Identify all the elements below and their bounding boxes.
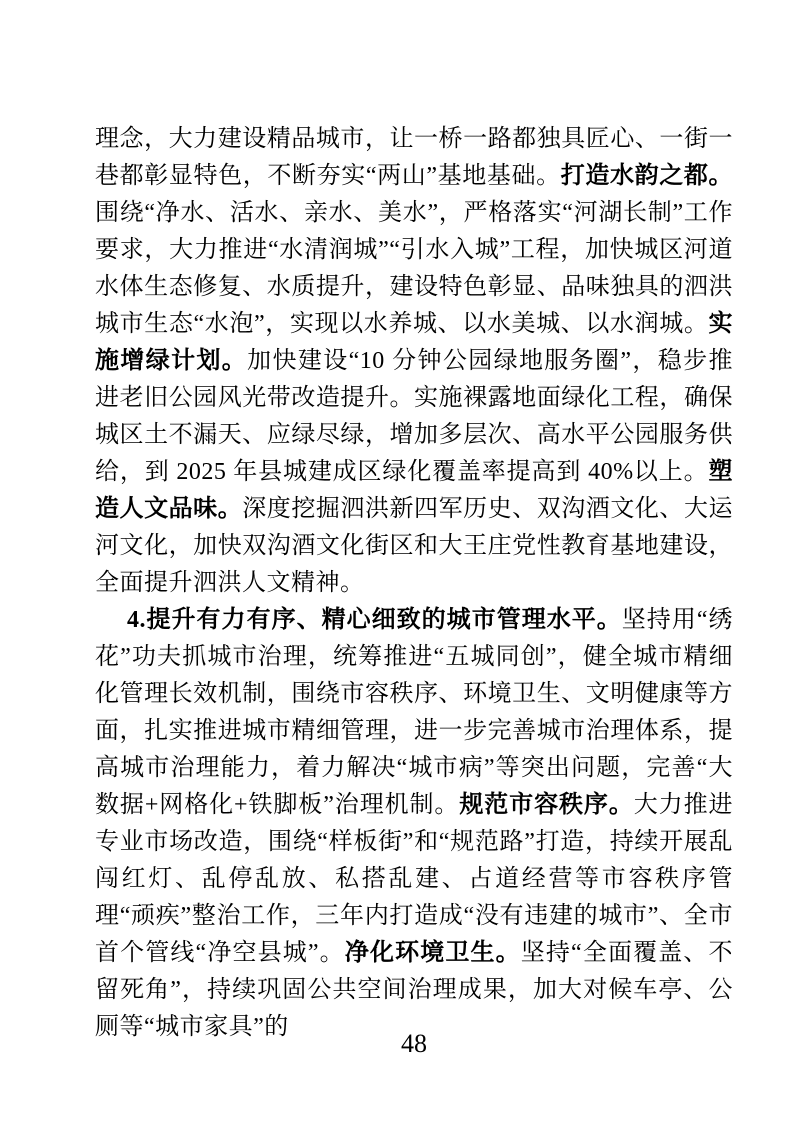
text-run: 理念，大力建设精品城市，让一桥一路都独具匠心、一街一巷都彰显特色，不断夯实“两山”基地基础。 [95, 126, 733, 189]
paragraph [95, 602, 733, 1046]
text-run: 大力推进专业市场改造，围绕“样板街”和“规范路”打造，持续开展乱闯红灯、乱停乱放、私搭乱建、占道经营等市容秩序管理“顽疾”整治工作，三年内打造成“没有违建的城市”、全市首个管线“净空县城”。 [95, 792, 734, 966]
emphasis-run: 塑造人文品味。 [95, 459, 733, 522]
emphasis-run: 打造水韵之都。 [560, 163, 734, 189]
emphasis-run: 实施增绿计划。 [95, 311, 733, 374]
text-run: 深度挖掘泗洪新四军历史、双沟酒文化、大运河文化，加快双沟酒文化街区和大王庄党性教育基地建设，全面提升泗洪人文精神。 [95, 496, 734, 596]
emphasis-run: 4.提升有力有序、精心细致的城市管理水平。 [127, 607, 622, 633]
emphasis-run: 净化环境卫生。 [344, 940, 521, 966]
document-body [95, 121, 733, 1046]
text-run: 围绕“净水、活水、亲水、美水”，严格落实“河湖长制”工作要求，大力推进“水清润城”“引水入城”工程，加快城区河道水体生态修复、水质提升，建设特色彰显、品味独具的泗洪城市生态“水泡”，实现以水养城、以水美城、以水润城。 [95, 200, 733, 337]
text-run: 加快建设“10 分钟公园绿地服务圈”，稳步推进老旧公园风光带改造提升。实施裸露地面绿化工程，确保城区土不漏天、应绿尽绿，增加多层次、高水平公园服务供给，到 2025 年县城建成区绿化覆盖率提高到 40%以上。 [95, 348, 733, 485]
emphasis-run: 规范市容秩序。 [459, 792, 634, 818]
text-run: 坚持“全面覆盖、不留死角”，持续巩固公共空间治理成果，加大对候车亭、公厕等“城市家具”的 [95, 940, 734, 1040]
page-number: 48 [401, 1029, 427, 1058]
paragraph [95, 121, 733, 602]
text-run: 坚持用“绣花”功夫抓城市治理，统筹推进“五城同创”，健全城市精细化管理长效机制，围绕市容秩序、环境卫生、文明健康等方面，扎实推进城市精细管理，进一步完善城市治理体系，提高城市治理能力，着力解决“城市病”等突出问题，完善“大数据+网格化+铁脚板”治理机制。 [95, 607, 734, 818]
